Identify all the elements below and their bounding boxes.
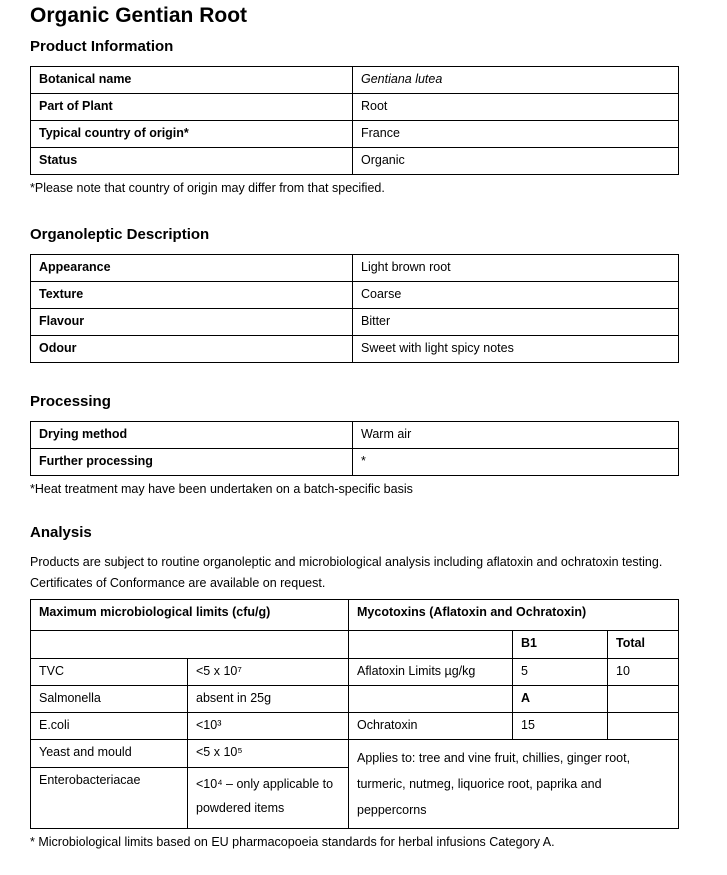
footnote-country-of-origin: *Please note that country of origin may differ from that specified.	[30, 181, 385, 196]
table-row	[31, 659, 679, 686]
value-cell: Coarse	[353, 282, 679, 309]
heading-organoleptic-description: Organoleptic Description	[30, 226, 210, 244]
empty-cell	[31, 631, 349, 659]
table-row	[31, 686, 679, 713]
section-product-information	[30, 38, 678, 197]
footnote-microbiological-limits: * Microbiological limits based on EU pharmacopoeia standards for herbal infusions Category A.	[30, 835, 555, 850]
myco-b1-cell: 15	[513, 713, 608, 740]
label-cell: Status	[31, 148, 353, 175]
label-cell: Botanical name	[31, 67, 353, 94]
empty-cell	[349, 631, 513, 659]
myco-label-cell	[349, 686, 513, 713]
label-cell: Odour	[31, 336, 353, 363]
micro-limit-cell: <10³	[188, 713, 349, 740]
value-cell: France	[353, 121, 679, 148]
processing-table	[30, 421, 679, 476]
heading-analysis: Analysis	[30, 524, 92, 542]
section-processing	[30, 393, 678, 498]
analysis-table	[30, 599, 679, 829]
table-row	[31, 148, 679, 175]
value-cell: Organic	[353, 148, 679, 175]
micro-limit-cell: <10⁴ – only applicable to powdered items	[188, 768, 349, 829]
organoleptic-table	[30, 254, 679, 363]
table-row	[31, 282, 679, 309]
micro-name-cell: Enterobacteriacae	[31, 768, 188, 829]
myco-total-cell	[608, 686, 679, 713]
table-row	[31, 67, 679, 94]
column-header-total: Total	[608, 631, 679, 659]
myco-b1-cell: A	[513, 686, 608, 713]
mycotoxins-header-cell: Mycotoxins (Aflatoxin and Ochratoxin)	[349, 600, 679, 631]
micro-limit-cell: <5 x 10⁷	[188, 659, 349, 686]
myco-total-cell: 10	[608, 659, 679, 686]
table-row	[31, 336, 679, 363]
myco-total-cell	[608, 713, 679, 740]
micro-limit-cell: <5 x 10⁵	[188, 740, 349, 768]
value-cell: Root	[353, 94, 679, 121]
micro-limit-cell: absent in 25g	[188, 686, 349, 713]
micro-name-cell: TVC	[31, 659, 188, 686]
heading-product-information: Product Information	[30, 38, 174, 56]
applies-to-cell: Applies to: tree and vine fruit, chillies, ginger root, turmeric, nutmeg, liquorice root, paprika and peppercorns	[349, 740, 679, 829]
table-row	[31, 121, 679, 148]
label-cell: Flavour	[31, 309, 353, 336]
analysis-intro-text: Products are subject to routine organoleptic and microbiological analysis including aflatoxin and ochratoxin testing. Certificates of Conformance are available on request.	[30, 555, 663, 591]
label-cell: Part of Plant	[31, 94, 353, 121]
myco-b1-cell: 5	[513, 659, 608, 686]
micro-name-cell: Yeast and mould	[31, 740, 188, 768]
label-cell: Further processing	[31, 449, 353, 476]
product-information-table	[30, 66, 679, 175]
value-cell: Gentiana lutea	[353, 67, 679, 94]
value-cell: Sweet with light spicy notes	[353, 336, 679, 363]
page-title: Organic Gentian Root	[30, 4, 248, 27]
table-row	[31, 713, 679, 740]
table-row	[31, 255, 679, 282]
value-cell: Light brown root	[353, 255, 679, 282]
column-header-b1: B1	[513, 631, 608, 659]
heading-processing: Processing	[30, 393, 111, 411]
section-organoleptic-description	[30, 226, 678, 363]
value-cell: Bitter	[353, 309, 679, 336]
table-row	[31, 740, 679, 768]
table-row	[31, 309, 679, 336]
table-row	[31, 422, 679, 449]
myco-label-cell: Ochratoxin	[349, 713, 513, 740]
table-row	[31, 600, 679, 631]
label-cell: Texture	[31, 282, 353, 309]
label-cell: Appearance	[31, 255, 353, 282]
value-cell: Warm air	[353, 422, 679, 449]
micro-name-cell: Salmonella	[31, 686, 188, 713]
value-cell: *	[353, 449, 679, 476]
micro-limits-header-cell: Maximum microbiological limits (cfu/g)	[31, 600, 349, 631]
micro-name-cell: E.coli	[31, 713, 188, 740]
table-row	[31, 449, 679, 476]
label-cell: Typical country of origin*	[31, 121, 353, 148]
table-row	[31, 631, 679, 659]
section-analysis	[30, 524, 678, 851]
table-row	[31, 94, 679, 121]
label-cell: Drying method	[31, 422, 353, 449]
footnote-heat-treatment: *Heat treatment may have been undertaken on a batch-specific basis	[30, 482, 413, 497]
myco-label-cell: Aflatoxin Limits µg/kg	[349, 659, 513, 686]
